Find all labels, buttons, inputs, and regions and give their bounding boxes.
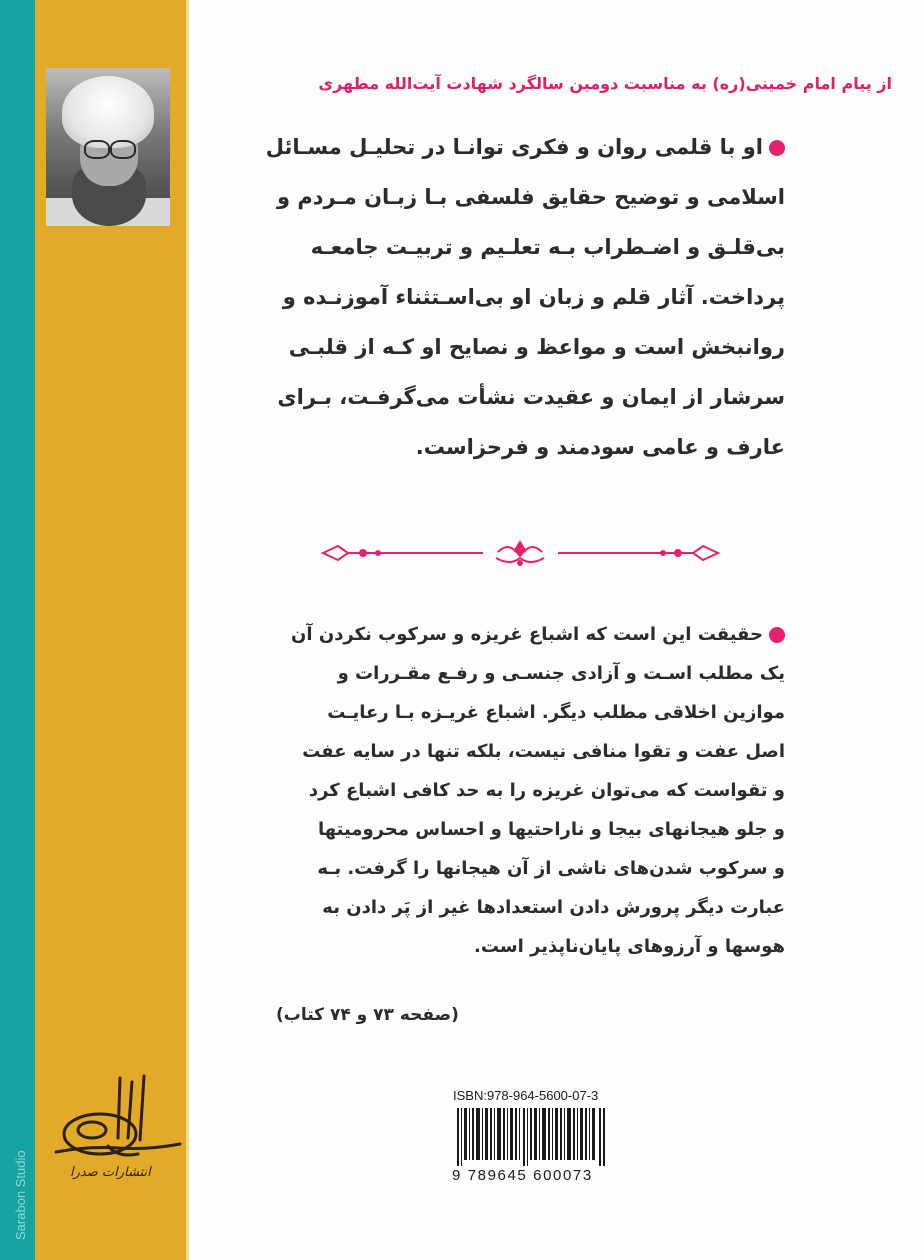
quote-line: سرشار از ایمان و عقیدت نشأت می‌گرفـت، بـرای [277, 385, 785, 409]
teal-side-band [0, 0, 35, 1260]
quote-paragraph-1 [230, 122, 785, 472]
quote-line: پرداخت. آثار قلم و زبان او بی‌اسـتثناء آموزنـده و [282, 285, 785, 309]
bullet-icon [769, 627, 785, 643]
author-portrait [46, 68, 170, 226]
quote-paragraph-2 [230, 615, 785, 966]
isbn-label: ISBN:978-964-5600-07-3 [453, 1088, 599, 1103]
portrait-glasses [82, 140, 136, 156]
quote-line: اسلامی و توضیح حقایق فلسفی بـا زبـان مـردم و [276, 185, 785, 209]
quote-line: حقیقت این است که اشباع غریزه و سرکوب نکردن آن [230, 615, 785, 654]
page-citation: (صفحه ۷۳ و ۷۴ کتاب) [276, 1005, 459, 1025]
bullet-icon [769, 140, 785, 156]
quote-line: روانبخش است و مواعظ و نصایح او کـه از قلبـی [288, 335, 785, 359]
quote-line: او با قلمی روان و فکری توانـا در تحلیـل مسـائل [230, 122, 785, 172]
quote-line: هوسها و آرزوهای پایان‌ناپذیر است. [474, 936, 785, 957]
quote-line: و سرکوب شدن‌های ناشی از آن هیجانها را گرفت. بـه [317, 858, 785, 879]
quote-line: بی‌قلـق و اضـطراب بـه تعلـیم و تربیـت جامعـه [310, 235, 785, 259]
quote-line: و تقواست که می‌توان غریزه را به حد کافی اشباع کرد [308, 780, 785, 801]
spine-credit: Sarabon Studio [13, 1150, 28, 1240]
portrait-turban [62, 76, 154, 148]
publisher-name: انتشارات صدرا [70, 1165, 151, 1180]
quote-source-header: از پیام امام خمینی(ره) به مناسبت دومین سالگرد شهادت آیت‌الله مطهری [318, 74, 892, 93]
quote-line: عبارت دیگر پرورش دادن استعدادها غیر از پَر دادن به [322, 897, 785, 918]
quote-line: و جلو هیجانهای بیجا و ناراحتیها و احساس محرومیتها [318, 819, 785, 840]
ornamental-divider-icon [318, 538, 723, 568]
quote-line: اصل عفت و تقوا منافی نیست، بلکه تنها در سایه عفت [302, 741, 785, 762]
quote-line: یک مطلب اسـت و آزادی جنسـی و رفـع مقـررات و [337, 663, 785, 684]
quote-line: عارف و عامی سودمند و فرحزاست. [415, 435, 785, 459]
quote-line: موازین اخلاقی مطلب دیگر. اشباع غریـزه بـا رعایـت [327, 702, 785, 723]
barcode-digits: 9 789645 600073 [452, 1167, 593, 1184]
barcode-icon [457, 1108, 607, 1166]
